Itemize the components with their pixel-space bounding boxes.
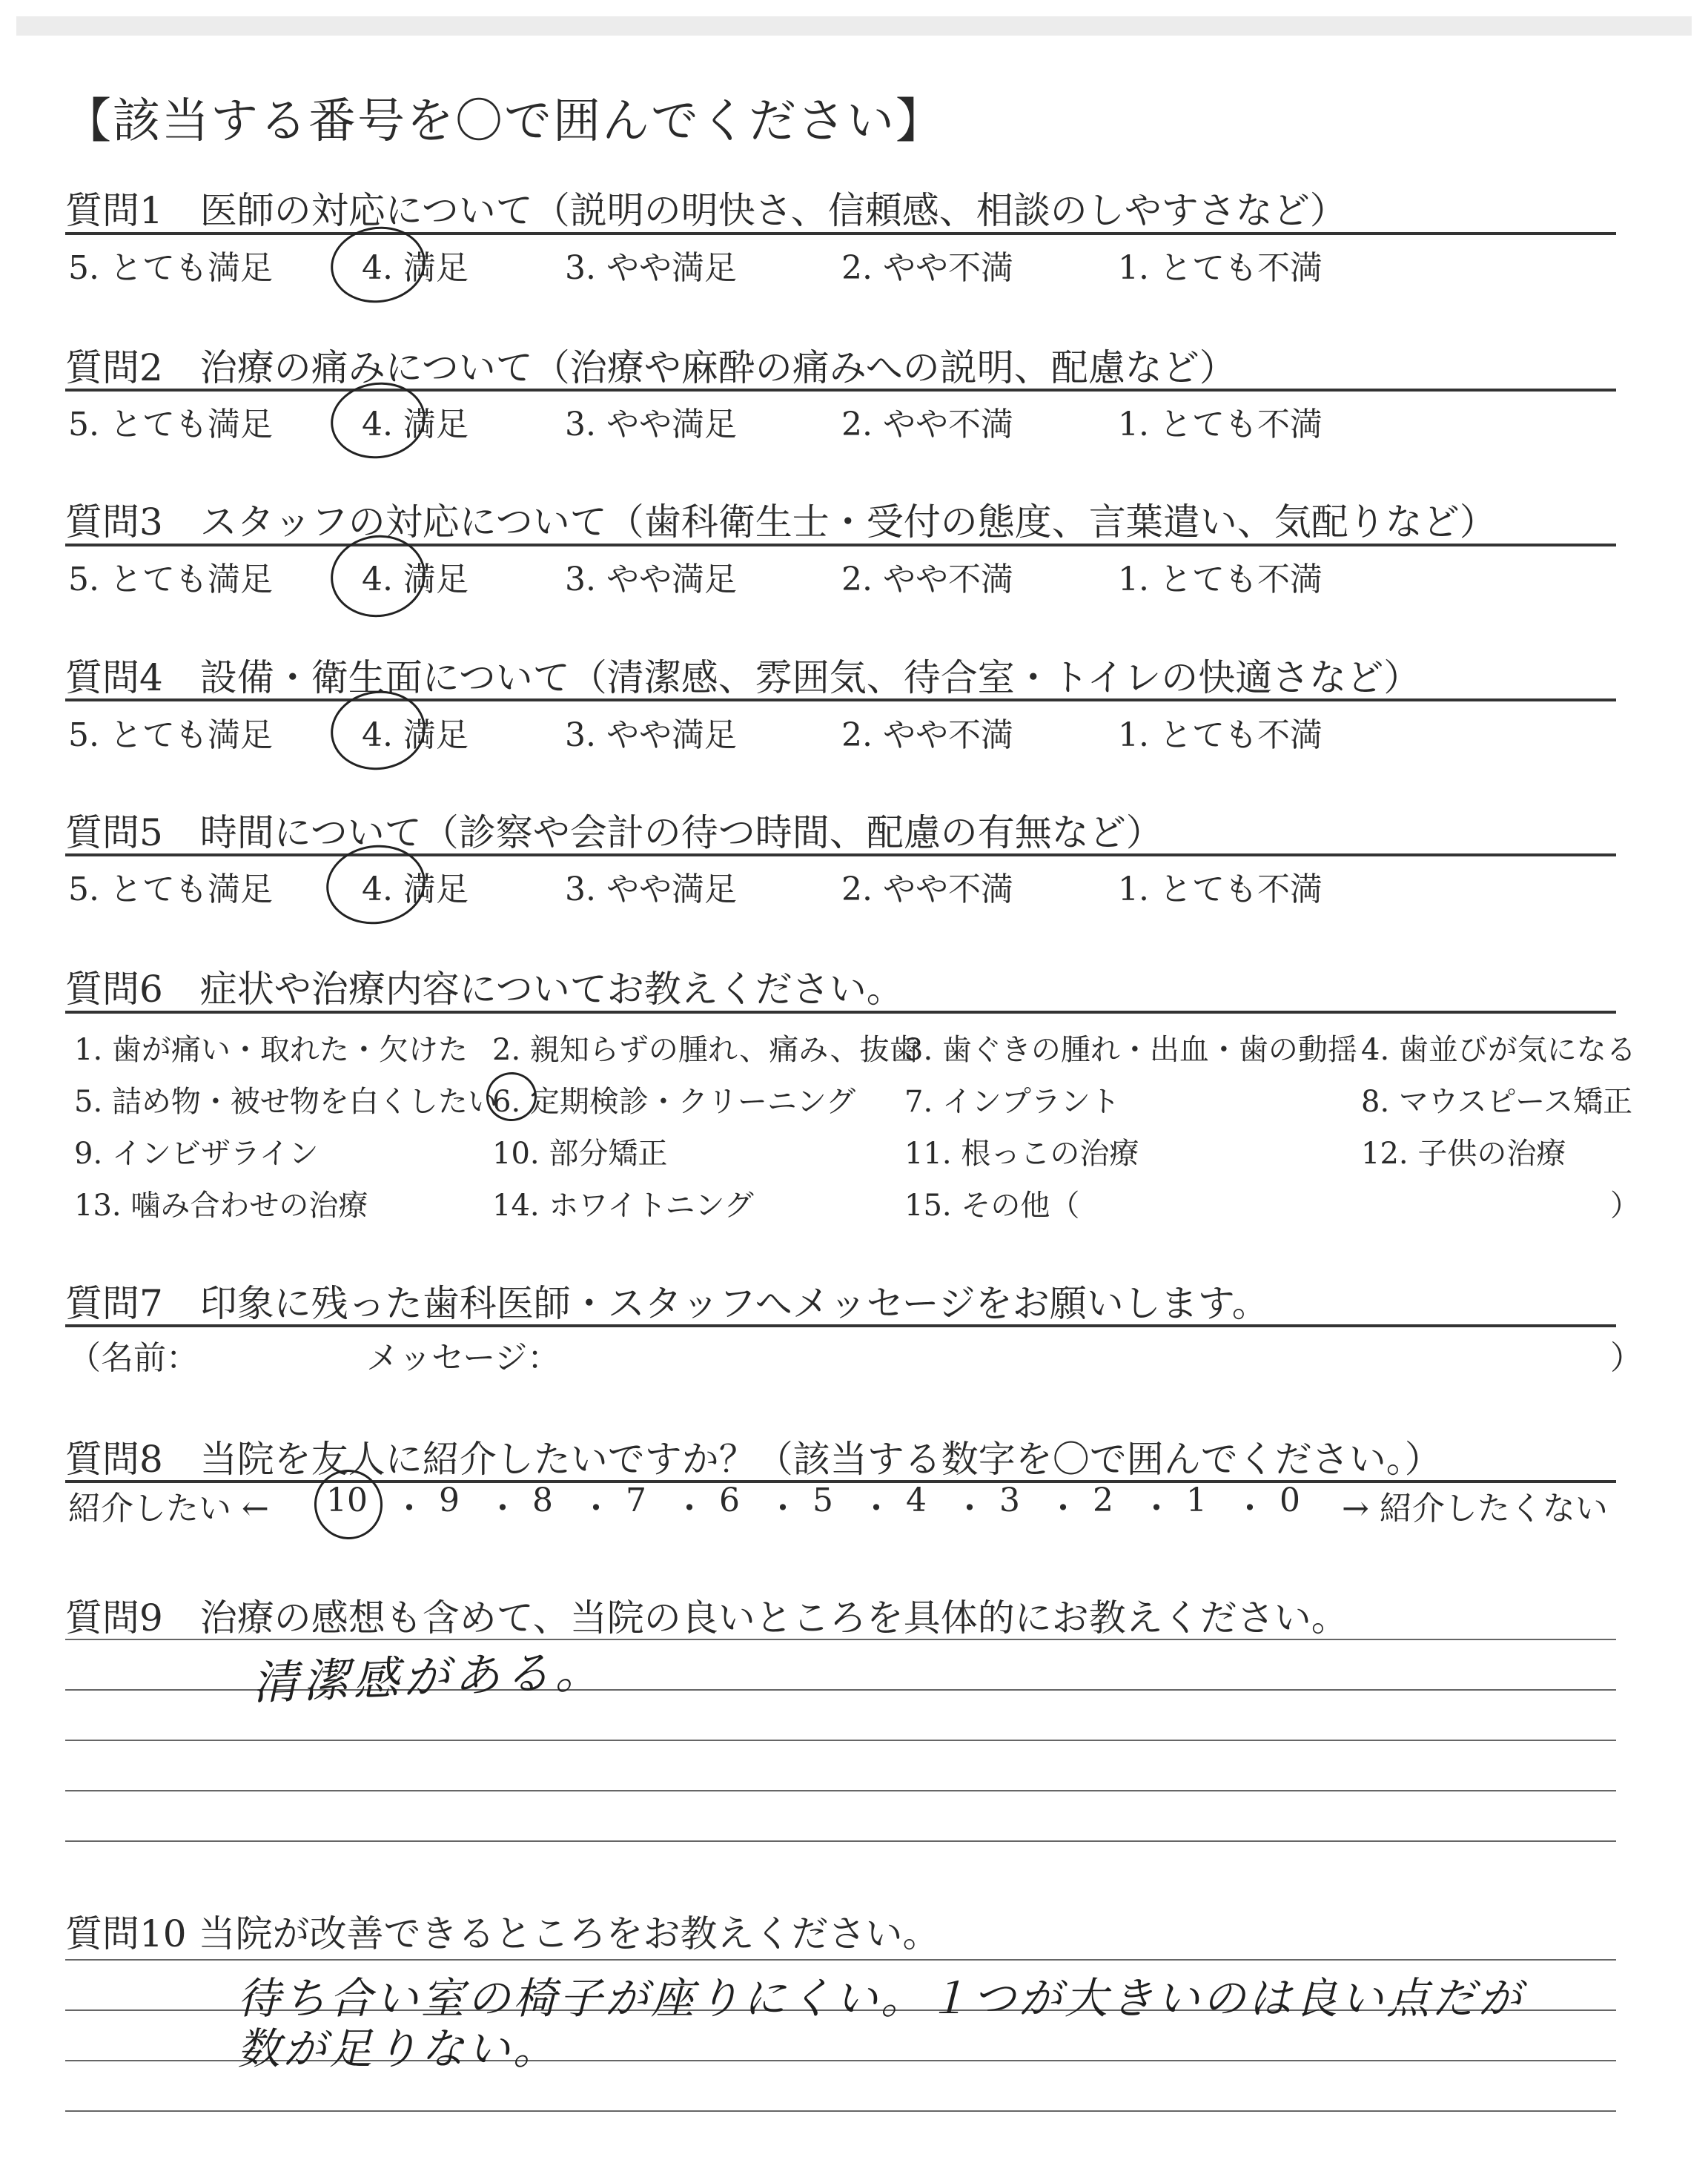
q10-handwritten-answer-line-2: 数が足りない。 bbox=[237, 2024, 560, 2074]
q4-option-2[interactable]: 2. やや不満 bbox=[841, 716, 1013, 754]
q8-score-5[interactable]: 5 bbox=[812, 1482, 833, 1519]
q9-line-3 bbox=[65, 1740, 1616, 1741]
q1-option-2[interactable]: 2. やや不満 bbox=[841, 249, 1013, 287]
q10-handwritten-answer-line-1: 待ち合い室の椅子が座りにくい。１つが大きいのは良い点だが bbox=[237, 1973, 1525, 2024]
q5-option-4[interactable]: 4. 満足 bbox=[362, 871, 469, 908]
question-7-rule bbox=[65, 1324, 1616, 1327]
q8-score-10[interactable]: 10 bbox=[326, 1482, 368, 1519]
q8-sep: ・ bbox=[1047, 1490, 1079, 1527]
q3-option-4[interactable]: 4. 満足 bbox=[362, 561, 469, 598]
page-title: 【該当する番号を〇で囲んでください】 bbox=[64, 94, 944, 149]
q6-item-9[interactable]: 9. インビザライン bbox=[74, 1137, 319, 1171]
q8-sep: ・ bbox=[673, 1490, 706, 1527]
q3-option-5[interactable]: 5. とても満足 bbox=[68, 561, 273, 598]
q6-item-10[interactable]: 10. 部分矯正 bbox=[492, 1137, 668, 1171]
question-4: 質問4 設備・衛生面について（清潔感、雰囲気、待合室・トイレの快適さなど） bbox=[65, 656, 1421, 699]
q6-item-12[interactable]: 12. 子供の治療 bbox=[1361, 1137, 1566, 1171]
q8-score-2[interactable]: 2 bbox=[1093, 1482, 1113, 1519]
q8-sep: ・ bbox=[1234, 1490, 1266, 1527]
question-2: 質問2 治療の痛みについて（治療や麻酔の痛みへの説明、配慮など） bbox=[65, 346, 1237, 389]
question-7: 質問7 印象に残った歯科医師・スタッフへメッセージをお願いします。 bbox=[65, 1282, 1269, 1325]
q1-option-1[interactable]: 1. とても不満 bbox=[1118, 249, 1323, 287]
q8-sep: ・ bbox=[486, 1490, 519, 1527]
question-5-rule bbox=[65, 853, 1616, 856]
q8-score-1[interactable]: 1 bbox=[1186, 1482, 1207, 1519]
q3-option-1[interactable]: 1. とても不満 bbox=[1118, 561, 1323, 598]
q7-message-label: メッセージ： bbox=[366, 1339, 560, 1377]
q8-score-3[interactable]: 3 bbox=[999, 1482, 1020, 1519]
question-4-rule bbox=[65, 698, 1616, 701]
q8-score-8[interactable]: 8 bbox=[532, 1482, 553, 1519]
q5-option-1[interactable]: 1. とても不満 bbox=[1118, 871, 1323, 908]
q6-item-7[interactable]: 7. インプラント bbox=[904, 1085, 1120, 1119]
q6-item-15-close: ） bbox=[1610, 1189, 1640, 1223]
q8-sep: ・ bbox=[767, 1490, 799, 1527]
question-3: 質問3 スタッフの対応について（歯科衛生士・受付の態度、言葉遣い、気配りなど） bbox=[65, 501, 1497, 544]
q6-item-4[interactable]: 4. 歯並びが気になる bbox=[1361, 1033, 1636, 1067]
q8-score-4[interactable]: 4 bbox=[906, 1482, 927, 1519]
q2-option-3[interactable]: 3. やや満足 bbox=[565, 406, 737, 443]
q4-option-1[interactable]: 1. とても不満 bbox=[1118, 716, 1323, 754]
question-1: 質問1 医師の対応について（説明の明快さ、信頼感、相談のしやすさなど） bbox=[65, 189, 1347, 232]
q8-sep: ・ bbox=[580, 1490, 612, 1527]
q4-option-4[interactable]: 4. 満足 bbox=[362, 716, 469, 754]
q10-line-4 bbox=[65, 2110, 1616, 2112]
q1-option-3[interactable]: 3. やや満足 bbox=[565, 249, 737, 287]
q5-option-5[interactable]: 5. とても満足 bbox=[68, 871, 273, 908]
question-3-rule bbox=[65, 544, 1616, 546]
q8-score-9[interactable]: 9 bbox=[439, 1482, 460, 1519]
q9-line-1 bbox=[65, 1639, 1616, 1640]
q4-option-5[interactable]: 5. とても満足 bbox=[68, 716, 273, 754]
q8-sep: ・ bbox=[860, 1490, 893, 1527]
q6-item-6[interactable]: 6. 定期検診・クリーニング bbox=[492, 1085, 856, 1119]
q7-name-label: （名前： bbox=[68, 1339, 199, 1377]
q9-handwritten-answer: 清潔感がある。 bbox=[251, 1643, 606, 1711]
q9-line-5 bbox=[65, 1840, 1616, 1842]
q4-option-3[interactable]: 3. やや満足 bbox=[565, 716, 737, 754]
q6-item-8[interactable]: 8. マウスピース矯正 bbox=[1361, 1085, 1633, 1119]
q9-line-4 bbox=[65, 1790, 1616, 1791]
q8-left-label: 紹介したい ← bbox=[68, 1490, 269, 1527]
q2-option-1[interactable]: 1. とても不満 bbox=[1118, 406, 1323, 443]
q5-option-3[interactable]: 3. やや満足 bbox=[565, 871, 737, 908]
q8-score-7[interactable]: 7 bbox=[626, 1482, 646, 1519]
q8-score-6[interactable]: 6 bbox=[719, 1482, 740, 1519]
q1-option-4[interactable]: 4. 満足 bbox=[362, 249, 469, 287]
question-10: 質問10 当院が改善できるところをお教えください。 bbox=[65, 1912, 940, 1955]
q6-item-13[interactable]: 13. 噛み合わせの治療 bbox=[74, 1189, 368, 1223]
q7-close-paren: ） bbox=[1610, 1339, 1643, 1377]
question-6-rule bbox=[65, 1011, 1616, 1014]
q6-item-15[interactable]: 15. その他（ bbox=[904, 1189, 1080, 1223]
q8-score-0[interactable]: 0 bbox=[1280, 1482, 1300, 1519]
q6-item-14[interactable]: 14. ホワイトニング bbox=[492, 1189, 754, 1223]
question-5: 質問5 時間について（診察や会計の待つ時間、配慮の有無など） bbox=[65, 811, 1163, 854]
q2-option-5[interactable]: 5. とても満足 bbox=[68, 406, 273, 443]
q2-option-4[interactable]: 4. 満足 bbox=[362, 406, 469, 443]
q8-sep: ・ bbox=[1140, 1490, 1173, 1527]
q8-right-label: → 紹介したくない bbox=[1342, 1490, 1608, 1527]
scan-top-band bbox=[16, 16, 1692, 36]
q6-item-3[interactable]: 3. 歯ぐきの腫れ・出血・歯の動揺 bbox=[904, 1033, 1357, 1067]
question-6: 質問6 症状や治療内容についてお教えください。 bbox=[65, 968, 904, 1011]
q5-option-2[interactable]: 2. やや不満 bbox=[841, 871, 1013, 908]
q1-option-5[interactable]: 5. とても満足 bbox=[68, 249, 273, 287]
q8-sep: ・ bbox=[393, 1490, 426, 1527]
question-8: 質問8 当院を友人に紹介したいですか？（該当する数字を〇で囲んでください。） bbox=[65, 1438, 1442, 1481]
q8-sep: ・ bbox=[953, 1490, 986, 1527]
q10-line-1 bbox=[65, 1959, 1616, 1961]
q6-item-11[interactable]: 11. 根っこの治療 bbox=[904, 1137, 1139, 1171]
q3-option-2[interactable]: 2. やや不満 bbox=[841, 561, 1013, 598]
q2-option-2[interactable]: 2. やや不満 bbox=[841, 406, 1013, 443]
question-1-rule bbox=[65, 232, 1616, 235]
q6-item-2[interactable]: 2. 親知らずの腫れ、痛み、抜歯 bbox=[492, 1033, 919, 1067]
q3-option-3[interactable]: 3. やや満足 bbox=[565, 561, 737, 598]
question-9: 質問9 治療の感想も含めて、当院の良いところを具体的にお教えください。 bbox=[65, 1596, 1348, 1639]
q6-item-1[interactable]: 1. 歯が痛い・取れた・欠けた bbox=[74, 1033, 468, 1067]
question-2-rule bbox=[65, 389, 1616, 392]
q6-item-5[interactable]: 5. 詰め物・被せ物を白くしたい bbox=[74, 1085, 497, 1119]
